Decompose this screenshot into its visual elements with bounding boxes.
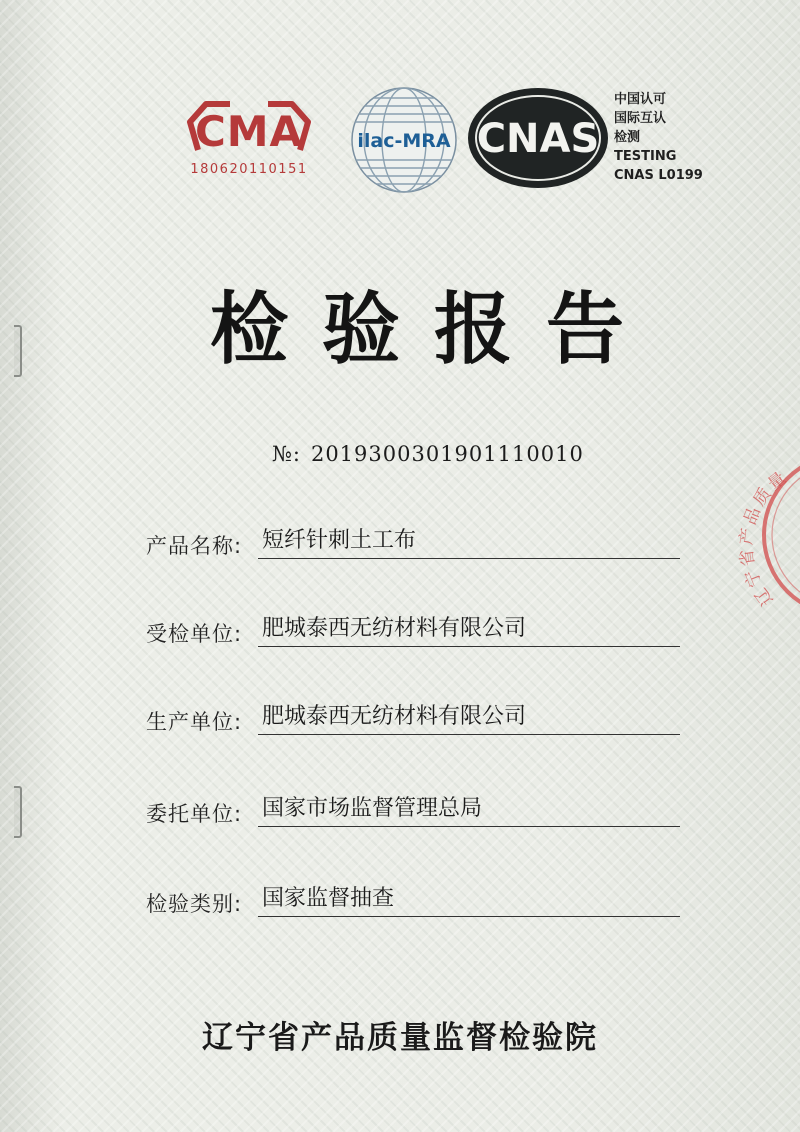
field-value: 国家监督抽查 (258, 884, 680, 917)
field-label: 生产单位: (146, 710, 243, 734)
field-value: 肥城泰西无纺材料有限公司 (258, 702, 680, 735)
cma-certificate-number: 180620110151 (190, 162, 308, 177)
cnas-caption-line: TESTING (614, 149, 677, 164)
issuing-institution: 辽宁省产品质量监督检验院 (202, 1020, 598, 1056)
report-number (272, 442, 612, 466)
cnas-caption-line: 检测 (614, 130, 641, 145)
field-inspection-type (146, 884, 686, 920)
field-label: 受检单位: (146, 622, 243, 646)
official-seal (734, 450, 800, 620)
field-manufacturer (146, 702, 686, 738)
report-number-value: 2019300301901110010 (310, 442, 584, 466)
cnas-mark: CNAS (476, 116, 600, 162)
field-label: 委托单位: (146, 802, 243, 826)
seal-text: 辽宁省产品质量 (736, 466, 793, 610)
field-product-name (146, 526, 686, 562)
field-label: 产品名称: (146, 534, 243, 558)
report-number-label: №: (272, 442, 301, 466)
field-value: 短纤针刺土工布 (258, 526, 680, 559)
field-value: 肥城泰西无纺材料有限公司 (258, 614, 680, 647)
field-label: 检验类别: (146, 892, 243, 916)
cnas-caption (614, 90, 764, 185)
ilac-text: ilac-MRA (357, 130, 451, 152)
cnas-caption-line: CNAS L0199 (614, 168, 703, 183)
field-value: 国家市场监督管理总局 (258, 794, 680, 827)
svg-text:CMA: CMA (194, 107, 304, 156)
cnas-logo (464, 82, 612, 194)
cnas-caption-line: 中国认可 (614, 92, 667, 107)
document-title: 检验报告 (209, 285, 658, 375)
field-inspected-unit (146, 614, 686, 650)
staple-bottom (14, 786, 22, 838)
field-entrusting-unit (146, 794, 686, 830)
cnas-caption-line: 国际互认 (614, 111, 667, 126)
ilac-mra-logo (344, 84, 464, 196)
